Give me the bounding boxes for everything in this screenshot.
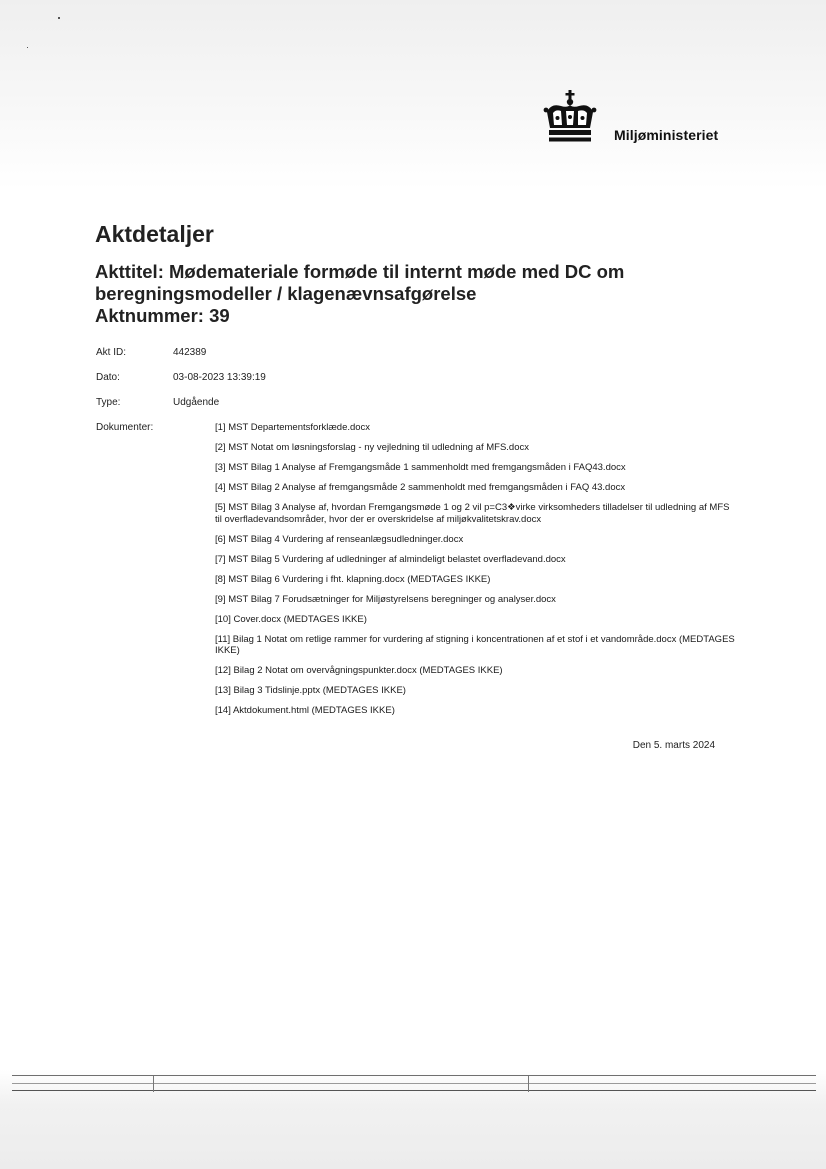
dato-label: Dato: [96, 372, 120, 383]
document-item: [1] MST Departementsforklæde.docx [215, 422, 371, 433]
ministry-logo [541, 90, 741, 146]
document-item: [2] MST Notat om løsningsforslag - ny vejledning til udledning af MFS.docx [215, 442, 529, 453]
scan-speck [27, 47, 28, 48]
akt-id-value: 442389 [173, 347, 207, 358]
scan-tick [153, 1076, 154, 1092]
document-list [215, 422, 735, 725]
document-item: [14] Aktdokument.html (MEDTAGES IKKE) [215, 705, 395, 716]
document-item: [10] Cover.docx (MEDTAGES IKKE) [215, 613, 367, 625]
dokumenter-label: Dokumenter: [96, 422, 154, 433]
document-item: [7] MST Bilag 5 Vurdering af udledninger af almindeligt belastet overfladevand.docx [215, 553, 566, 565]
royal-crown-icon [541, 90, 599, 144]
scan-line [12, 1083, 816, 1084]
dato-value: 03-08-2023 13:39:19 [173, 372, 266, 383]
document-item: [12] Bilag 2 Notat om overvågningspunkter.docx (MEDTAGES IKKE) [215, 665, 503, 676]
document-subtitle [95, 261, 745, 327]
scan-shading-bottom [0, 1070, 826, 1169]
document-item: [6] MST Bilag 4 Vurdering af renseanlægsudledninger.docx [215, 533, 464, 545]
akt-number: Aktnummer: 39 [95, 305, 230, 326]
scan-speck [58, 17, 60, 19]
document-item: [9] MST Bilag 7 Forudsætninger for Miljøstyrelsens beregninger og analyser.docx [215, 593, 556, 605]
scan-tick [528, 1076, 529, 1092]
type-label: Type: [96, 397, 121, 408]
scan-line [12, 1090, 816, 1091]
akt-title: Akttitel: Mødemateriale formøde til internt møde med DC om beregningsmodeller / klagenævnsafgørelse [95, 261, 625, 304]
scan-line [12, 1075, 816, 1076]
page-title: Aktdetaljer [95, 221, 214, 247]
document-item: [11] Bilag 1 Notat om retlige rammer for vurdering af stigning i koncentrationen af et stof i et vandområde.docx (MEDTAGES IKKE) [215, 633, 735, 656]
footer-date: Den 5. marts 2024 [632, 740, 715, 751]
akt-id-label: Akt ID: [96, 347, 127, 358]
document-item: [13] Bilag 3 Tidslinje.pptx (MEDTAGES IKKE) [215, 685, 406, 696]
document-item: [3] MST Bilag 1 Analyse af Fremgangsmåde 1 sammenholdt med fremgangsmåden i FAQ43.docx [215, 462, 626, 473]
document-item: [4] MST Bilag 2 Analyse af fremgangsmåde 2 sammenholdt med fremgangsmåden i FAQ 43.docx [215, 482, 626, 493]
ministry-name: Miljøministeriet [614, 127, 719, 143]
document-item: [8] MST Bilag 6 Vurdering i fht. klapning.docx (MEDTAGES IKKE) [215, 573, 491, 585]
document-item: [5] MST Bilag 3 Analyse af, hvordan Fremgangsmøde 1 og 2 vil p=C3❖virke virksomheders tilladelser til udledning af MFS til overfladevandsområder, hvor der er overskridelse af miljøkvalitetskrav.docx [215, 502, 730, 525]
type-value: Udgående [173, 397, 220, 408]
